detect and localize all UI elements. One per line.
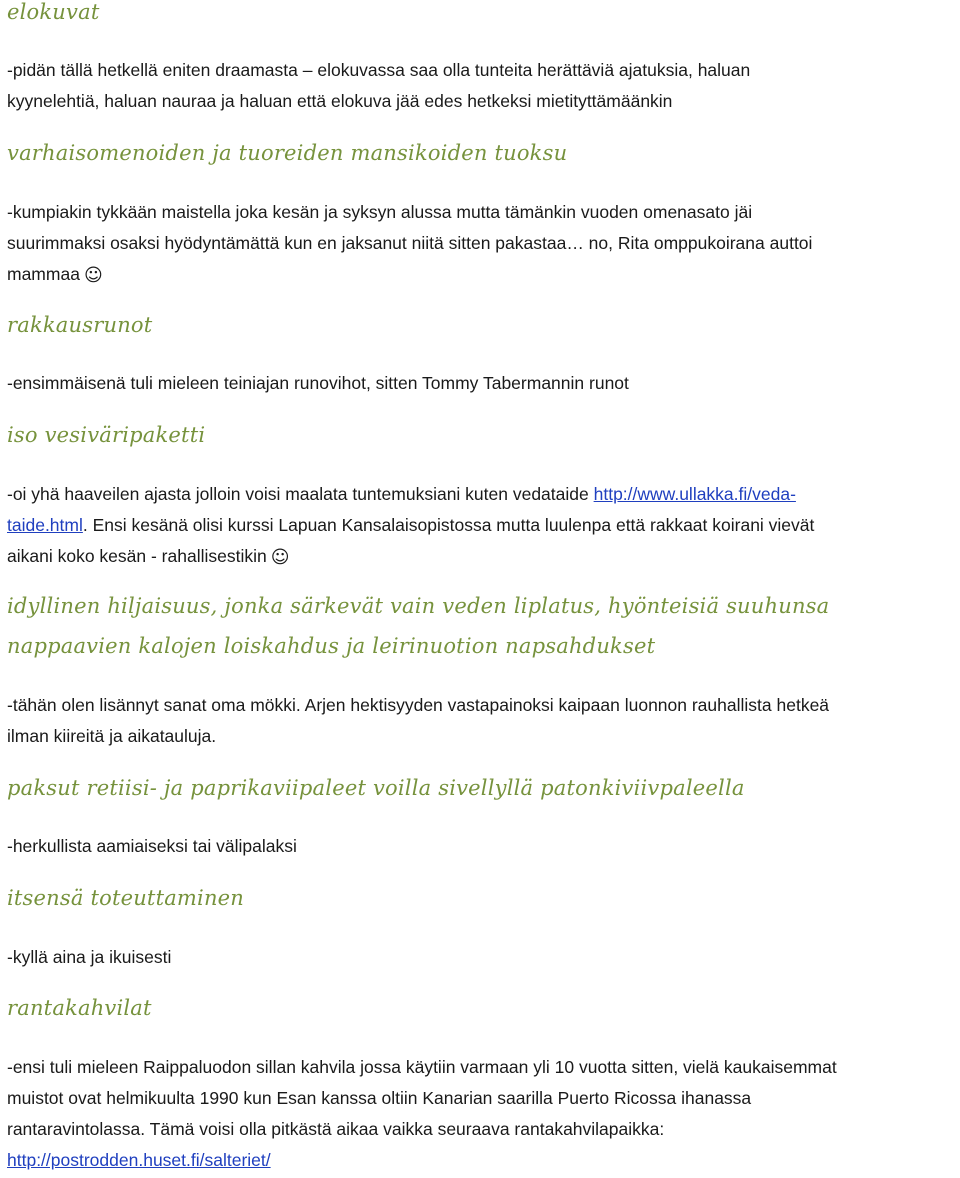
- paragraph-idyllinen-line2: ilman kiireitä ja aikatauluja.: [7, 726, 217, 746]
- paragraph-tuoksu-line2: suurimmaksi osaksi hyödyntämättä kun en jaksanut niitä sitten pakastaa… no, Rita omppukoirana auttoi: [7, 233, 813, 253]
- smiley-icon: ☺: [270, 547, 290, 568]
- paragraph-tuoksu-line1: -kumpiakin tykkään maistella joka kesän ja syksyn alussa mutta tämänkin vuoden omenasato jäi: [7, 202, 753, 222]
- heading-idyllinen-line1: idyllinen hiljaisuus, jonka särkevät vain veden liplatus, hyönteisiä suuhunsa: [7, 594, 830, 618]
- paragraph-rakkausrunot-line1: -ensimmäisenä tuli mieleen teiniajan runovihot, sitten Tommy Tabermannin runot: [7, 373, 629, 393]
- paragraph-elokuvat-line2: kyynelehtiä, haluan nauraa ja haluan että elokuva jää edes hetkeksi mietityttämäänkin: [7, 91, 673, 111]
- postrodden-link[interactable]: http://postrodden.huset.fi/salteriet/: [7, 1150, 271, 1170]
- paragraph-vesivari-line2: [7, 510, 814, 541]
- vedataide-link-part2[interactable]: taide.html: [7, 515, 83, 535]
- paragraph-vesivari-line3-text: aikani koko kesän - rahallisestikin: [7, 546, 267, 566]
- paragraph-vesivari-line3: [7, 541, 289, 572]
- heading-tuoksu: varhaisomenoiden ja tuoreiden mansikoiden tuoksu: [7, 141, 568, 165]
- heading-vesiväripaketti: iso vesiväripaketti: [7, 423, 206, 447]
- heading-retiisi: paksut retiisi- ja paprikaviipaleet voilla sivellyllä patonkiviivpaleella: [7, 776, 745, 800]
- paragraph-toteuttaminen-line1: -kyllä aina ja ikuisesti: [7, 947, 172, 967]
- paragraph-rantakahvilat-line2: muistot ovat helmikuulta 1990 kun Esan kanssa oltiin Kanarian saarilla Puerto Ricossa ihanassa: [7, 1088, 752, 1108]
- heading-rantakahvilat: rantakahvilat: [7, 996, 152, 1020]
- paragraph-rantakahvilat-line1: -ensi tuli mieleen Raippaluodon sillan kahvila jossa käytiin varmaan yli 10 vuotta sitten, vielä kaukaisemmat: [7, 1057, 837, 1077]
- heading-rakkausrunot: rakkausrunot: [7, 313, 153, 337]
- heading-toteuttaminen: itsensä toteuttaminen: [7, 886, 245, 910]
- paragraph-vesivari-line1: [7, 479, 796, 510]
- paragraph-elokuvat-line1: -pidän tällä hetkellä eniten draamasta – elokuvassa saa olla tunteita herättäviä ajatuksia, haluan: [7, 60, 751, 80]
- heading-idyllinen-line2: nappaavien kalojen loiskahdus ja leirinuotion napsahdukset: [7, 634, 656, 658]
- paragraph-tuoksu-line3-text: mammaa: [7, 264, 80, 284]
- paragraph-idyllinen-line1: -tähän olen lisännyt sanat oma mökki. Arjen hektisyyden vastapainoksi kaipaan luonnon rauhallista hetkeä: [7, 695, 830, 715]
- paragraph-vesivari-line2-text: . Ensi kesänä olisi kurssi Lapuan Kansalaisopistossa mutta luulenpa että rakkaat koirani vievät: [82, 515, 815, 535]
- smiley-icon: ☺: [83, 265, 103, 286]
- paragraph-vesivari-line1-text: -oi yhä haaveilen ajasta jolloin voisi maalata tuntemuksiani kuten vedataide: [7, 484, 594, 504]
- paragraph-retiisi-line1: -herkullista aamiaiseksi tai välipalaksi: [7, 836, 297, 856]
- paragraph-rantakahvilat-line4: [7, 1145, 271, 1176]
- paragraph-rantakahvilat-line3: rantaravintolassa. Tämä voisi olla pitkästä aikaa vaikka seuraava rantakahvilapaikka:: [7, 1119, 665, 1139]
- vedataide-link-part1[interactable]: http://www.ullakka.fi/veda-: [593, 484, 796, 504]
- heading-elokuvat: elokuvat: [7, 0, 100, 24]
- paragraph-tuoksu-line3: [7, 259, 103, 290]
